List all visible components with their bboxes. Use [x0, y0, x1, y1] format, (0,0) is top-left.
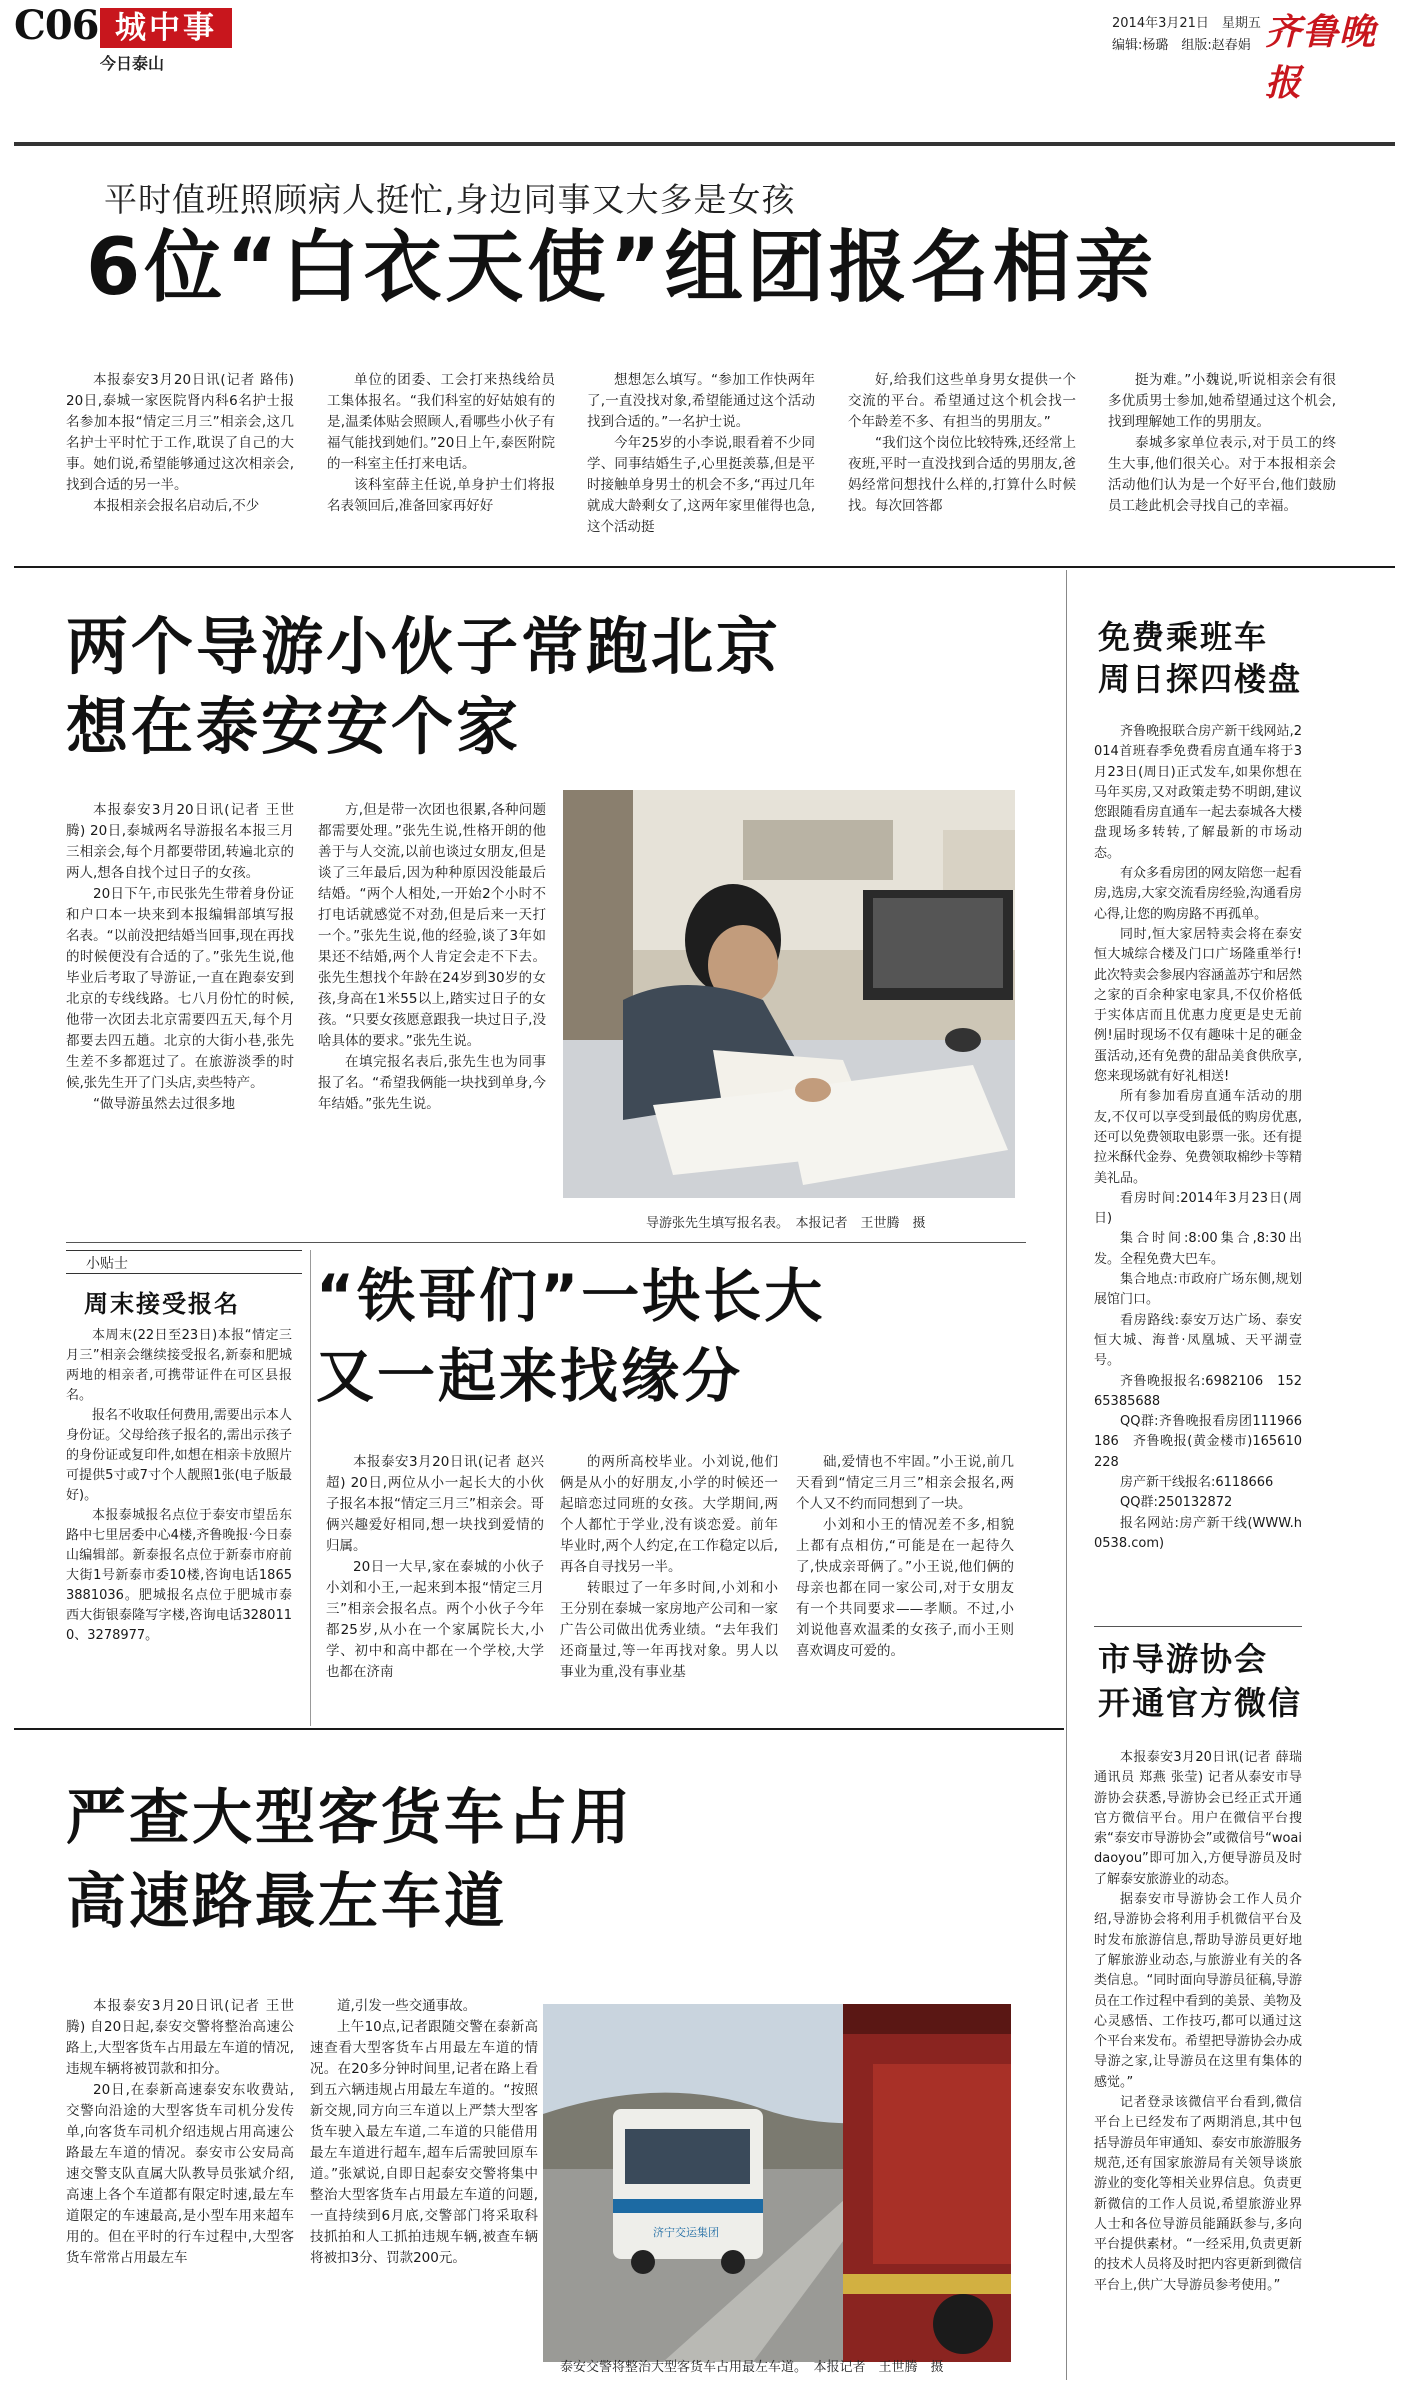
paragraph: 本报泰安3月20日讯(记者 王世腾) 自20日起,泰安交警将整治高速公路上,大型客货车占用最左车道的情况,违规车辆将被罚款和扣分。	[66, 1998, 294, 2077]
divider	[66, 1242, 1026, 1243]
paragraph: 本报泰安3月20日讯(记者 王世腾) 20日,泰城两名导游报名本报三月三相亲会,每个月都要带团,转遍北京的两人,想各自找个过日子的女孩。	[66, 802, 294, 881]
paragraph: “做导游虽然去过很多地	[93, 1096, 235, 1112]
divider	[14, 566, 1395, 568]
side1-body	[1094, 722, 1302, 1554]
paragraph: 本报相亲会报名启动后,不少	[93, 498, 260, 514]
paragraph: 单位的团委、工会打来热线给员工集体报名。“我们科室的好姑娘有的是,温柔体贴会照顾人,看哪些小伙子有福气能找到她们。”20日上午,泰医附院的一科室主任打来电话。	[327, 372, 555, 472]
story1-col1	[66, 370, 294, 517]
story3-col2	[560, 1452, 778, 1683]
paragraph: 方,但是带一次团也很累,各种问题都需要处理。”张先生说,性格开朗的他善于与人交流,以前也谈过女朋友,但是谈了三年最后,因为种种原因没能最后结婚。“两个人相处,一开始2个小时不打电话就感觉不对劲,但是后来一天打一个。”张先生说,他的经验,谈了3年如果还不结婚,两个人肯定会走不下去。张先生想找个年龄在24岁到30岁的女孩,身高在1米55以上,踏实过日子的女孩。“只要女孩愿意跟我一块过日子,没啥具体的要求。”张先生说。	[318, 802, 546, 1049]
story1-title: 6位“白衣天使”组团报名相亲	[86, 223, 1157, 313]
paragraph: 20日一大早,家在泰城的小伙子小刘和小王,一起来到本报“情定三月三”相亲会报名点。两个小伙子今年都25岁,从小在一个家属院长大,小学、初中和高中都在一个学校,大学也都在济南	[326, 1559, 544, 1680]
story2-title-line1: 两个导游小伙子常跑北京	[66, 610, 782, 683]
subsection-label: 今日泰山	[100, 54, 165, 73]
paragraph: 齐鲁晚报联合房产新干线网站,2014首班春季免费看房直通车将于3月23日(周日)正式发车,如果你想在马年买房,又对政策走势不明朗,建议您跟随看房直通车一起去泰城各大楼盘现场多转转,了解最新的市场动态。	[1094, 724, 1303, 861]
story4-title-line1: 严查大型客货车占用	[66, 1783, 633, 1853]
paragraph: 集合地点:市政府广场东侧,规划展馆门口。	[1094, 1272, 1302, 1308]
story2-title-line2: 想在泰安安个家	[66, 690, 522, 763]
story3-col3	[796, 1452, 1014, 1662]
paragraph: 报名不收取任何费用,需要出示本人身份证。父母给孩子报名的,需出示孩子的身份证或复印件,如想在相亲卡放照片可提供5寸或7寸个人靓照1张(电子版最好)。	[66, 1408, 292, 1503]
paragraph: 本报泰安3月20日讯(记者 薛瑞 通讯员 郑燕 张莹) 记者从泰安市导游协会获悉,导游协会已经正式开通官方微信平台。用户在微信平台搜索“泰安市导游协会”或微信号“woaidaoyou”即可加入,方便导游员及时了解泰安旅游业的动态。	[1094, 1750, 1302, 1887]
paragraph: 本报泰安3月20日讯(记者 赵兴超) 20日,两位从小一起长大的小伙子报名本报“情定三月三”相亲会。哥俩兴趣爱好相同,想一块找到爱情的归属。	[326, 1454, 544, 1554]
highway-photo-illustration	[543, 2004, 1011, 2362]
paragraph: 记者登录该微信平台看到,微信平台上已经发布了两期消息,其中包括导游员年审通知、泰安市旅游服务规范,还有国家旅游局有关领导谈旅游业的变化等相关业界信息。负责更新微信的工作人员说,希望旅游业界人士和各位导游员能踊跃参与,多向平台提供素材。“一经采用,负责更新的技术人员将及时把内容更新到微信平台上,供广大导游员参考使用。”	[1094, 2095, 1303, 2293]
paragraph: 报名网站:房产新干线(WWW.h0538.com)	[1094, 1515, 1302, 1551]
paragraph: 小刘和小王的情况差不多,相貌上都有点相仿,“可能是在一起待久了,快成亲哥俩了。”小王说,他们俩的母亲也都在同一家公司,对于女朋友有一个共同要求——孝顺。不过,小刘说他喜欢温柔的女孩子,而小王则喜欢调皮可爱的。	[796, 1517, 1014, 1659]
paragraph: QQ群:齐鲁晚报看房团111966186 齐鲁晚报(黄金楼市)165610228	[1094, 1414, 1302, 1470]
paragraph: 泰城多家单位表示,对于员工的终生大事,他们很关心。对于本报相亲会活动他们认为是一个好平台,他们鼓励员工趁此机会寻找自己的幸福。	[1108, 435, 1336, 514]
paragraph: 据泰安市导游协会工作人员介绍,导游协会将利用手机微信平台及时发布旅游信息,帮助导游员更好地了解旅游业动态,与旅游业有关的各类信息。“同时面向导游员征稿,导游员在工作过程中看到的美景、美物及心灵感悟、工作技巧,都可以通过这个平台来发布。希望把导游协会办成导游之家,让导游员在这里有集体的感觉。”	[1094, 1892, 1303, 2090]
paragraph: 的两所高校毕业。小刘说,他们俩是从小的好朋友,小学的时候还一起暗恋过同班的女孩。大学期间,两个人都忙于学业,没有谈恋爱。前年毕业时,两个人约定,在工作稳定以后,再各自寻找另一半。	[560, 1454, 778, 1575]
paragraph: 看房时间:2014年3月23日(周日)	[1094, 1190, 1302, 1227]
paragraph: 本报泰安3月20日讯(记者 路伟) 20日,泰城一家医院肾内科6名护士报名参加本报“情定三月三”相亲会,这几名护士平时忙于工作,耽误了自己的大事。她们说,希望能够通过这次相亲会,找到合适的另一半。	[66, 372, 294, 493]
tip-tag-label: 小贴士	[86, 1256, 128, 1272]
side2-title-line1: 市导游协会	[1098, 1640, 1269, 1678]
side1-title-line1: 免费乘班车	[1098, 618, 1269, 656]
divider	[1094, 1626, 1302, 1627]
paragraph: 转眼过了一年多时间,小刘和小王分别在泰城一家房地产公司和一家广告公司做出优秀业绩。“去年我们还商量过,等一年再找对象。男人以事业为重,没有事业基	[560, 1580, 778, 1680]
tip-title: 周末接受报名	[84, 1290, 240, 1318]
story1-col4	[848, 370, 1076, 517]
divider	[1066, 570, 1067, 2380]
story3-title-line1: “铁哥们”一块长大	[316, 1262, 826, 1330]
tip-box	[66, 1250, 302, 1710]
paragraph: 齐鲁晚报报名:6982106 15265385688	[1094, 1373, 1302, 1409]
paragraph: “我们这个岗位比较特殊,还经常上夜班,平时一直没找到合适的男朋友,爸妈经常问想找什么样的,打算什么时候找。每次回答都	[848, 435, 1076, 514]
bus-sign: 济宁交运集团	[653, 2226, 719, 2239]
story4-col2	[310, 1996, 538, 2269]
paragraph: 看房路线:泰安万达广场、泰安恒大城、海普·凤凰城、天平湖壹号。	[1094, 1312, 1302, 1369]
paragraph: 在填完报名表后,张先生也为同事报了名。“希望我俩能一块找到单身,今年结婚。”张先生说。	[318, 1054, 546, 1112]
story2-col2	[318, 800, 546, 1115]
paragraph: 今年25岁的小李说,眼看着不少同学、同事结婚生子,心里挺羡慕,但是平时接触单身男士的机会不多,“再过几年就成大龄剩女了,这两年家里催得也急,这个活动挺	[587, 435, 815, 535]
side2-body	[1094, 1748, 1302, 2296]
side1-title-line2: 周日探四楼盘	[1098, 660, 1303, 698]
story1-col2	[327, 370, 555, 517]
page-number: C06	[14, 2, 99, 49]
paragraph: 房产新干线报名:6118666	[1120, 1474, 1274, 1490]
paragraph: 20日,在泰新高速泰安东收费站,交警向沿途的大型客货车司机分发传单,向客货车司机介绍违规占用高速公路最左车道的情况。泰安市公安局高速交警支队直属大队教导员张斌介绍,高速上各个车道都有限定时速,最左车道限定的车速最高,是小型车用来超车用的。但在平时的行车过程中,大型客货车常常占用最左车	[66, 2082, 294, 2266]
paragraph: 础,爱情也不牢固。”小王说,前几天看到“情定三月三”相亲会报名,两个人又不约而同想到了一块。	[796, 1454, 1014, 1512]
paragraph: 所有参加看房直通车活动的朋友,不仅可以享受到最低的购房优惠,还可以免费领取电影票一张。还有提拉米酥代金券、免费领取棉纱卡等精美礼品。	[1094, 1089, 1303, 1186]
story3-col1	[326, 1452, 544, 1683]
story3-title-line2: 又一起来找缘分	[316, 1342, 744, 1410]
story1-kicker: 平时值班照顾病人挺忙,身边同事又大多是女孩	[104, 180, 796, 219]
tip-body	[66, 1326, 292, 1646]
story2-col1	[66, 800, 294, 1115]
header-date: 2014年3月21日 星期五	[1112, 16, 1261, 31]
divider	[310, 1250, 311, 1726]
paragraph: 20日下午,市民张先生带着身份证和户口本一块来到本报编辑部填写报名表。“以前没把结婚当回事,现在再找的时候便没有合适的了。”张先生说,他毕业后考取了导游证,一直在跑泰安到北京的专线线路。七八月份忙的时候,他带一次团去北京需要四五天,每个月都要去四五趟。北京的大街小巷,张先生差不多都逛过了。在旅游淡季的时候,张先生开了门头店,卖些特产。	[66, 886, 294, 1091]
header-editors: 编辑:杨璐 组版:赵春娟	[1112, 38, 1251, 53]
story1-col3	[587, 370, 815, 538]
story4-photo	[543, 2004, 1011, 2362]
tip-tag	[66, 1250, 302, 1274]
story2-caption: 导游张先生填写报名表。 本报记者 王世腾 摄	[646, 1216, 926, 1231]
paragraph: 有众多看房团的网友陪您一起看房,选房,大家交流看房经验,沟通看房心得,让您的购房路不再孤单。	[1094, 866, 1303, 922]
section-label: 城中事	[100, 8, 232, 48]
desk-photo-illustration	[563, 790, 1015, 1198]
story1-col5	[1108, 370, 1336, 517]
paragraph: 本报泰城报名点位于泰安市望岳东路中七里居委中心4楼,齐鲁晚报·今日泰山编辑部。新泰报名点位于新泰市府前大街1号新泰市委10楼,咨询电话18653881036。肥城报名点位于肥城市泰西大街银泰隆写字楼,咨询电话3280110、3278977。	[66, 1508, 292, 1643]
story2-photo	[563, 790, 1015, 1198]
paragraph: 挺为难。”小魏说,听说相亲会有很多优质男士参加,她希望通过这个机会,找到理解她工作的男朋友。	[1108, 372, 1336, 430]
divider	[14, 1728, 1064, 1730]
story4-caption: 泰安交警将整治大型客货车占用最左车道。 本报记者 王世腾 摄	[560, 2360, 944, 2375]
paragraph: 上午10点,记者跟随交警在泰新高速查看大型客货车占用最左车道的情况。在20多分钟时间里,记者在路上看到五六辆违规占用最左车道的。“按照新交规,同方向三车道以上严禁大型客货车驶入最左车道,二车道的只能借用最左车道进行超车,超车后需驶回原车道。”张斌说,自即日起泰安交警将集中整治大型客货车占用最左车道的问题,一直持续到6月底,交警部门将采取科技抓拍和人工抓拍违规车辆,被查车辆将被扣3分、罚款200元。	[310, 2019, 538, 2266]
paragraph: 集合时间:8:00集合,8:30出发。全程免费大巴车。	[1094, 1231, 1302, 1267]
side2-title-line2: 开通官方微信	[1098, 1684, 1303, 1722]
paragraph: 好,给我们这些单身男女提供一个交流的平台。希望通过这个机会找一个年龄差不多、有担当的男朋友。”	[848, 372, 1076, 430]
header-rule	[14, 142, 1395, 146]
paragraph: 该科室薛主任说,单身护士们将报名表领回后,准备回家再好好	[327, 477, 555, 514]
story4-title-line2: 高速路最左车道	[66, 1867, 507, 1937]
paragraph: 本周末(22日至23日)本报“情定三月三”相亲会继续接受报名,新泰和肥城两地的相亲者,可携带证件在可区县报名。	[66, 1328, 292, 1403]
paragraph: 道,引发一些交通事故。	[337, 1998, 477, 2014]
paragraph: 想想怎么填写。“参加工作快两年了,一直没找对象,希望能通过这个活动找到合适的。”一名护士说。	[587, 372, 815, 430]
brand-logo: 齐鲁晚报	[1265, 11, 1377, 104]
story4-col1	[66, 1996, 294, 2269]
paragraph: 同时,恒大家居特卖会将在泰安恒大城综合楼及门口广场隆重举行!此次特卖会参展内容涵盖苏宁和居然之家的百余种家电家具,不仅价格低于实体店而且优惠力度更是史无前例!届时现场不仅有趣味十足的砸金蛋活动,还有免费的甜品美食供欣享,您来现场就有好礼相送!	[1094, 926, 1303, 1085]
paragraph: QQ群:250132872	[1120, 1495, 1233, 1511]
